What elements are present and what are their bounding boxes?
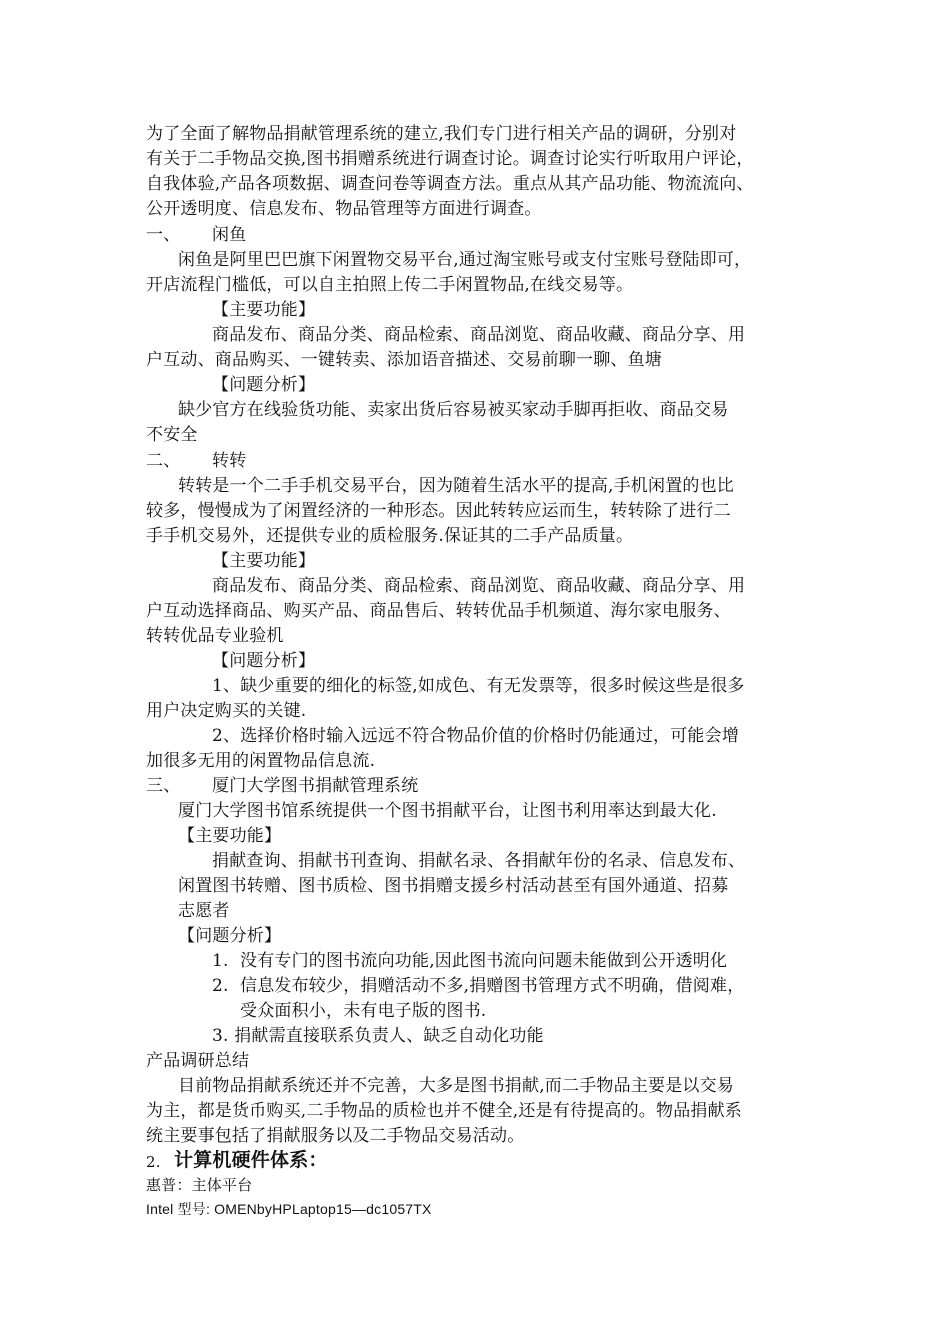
section-1-desc-1: 闲鱼是阿里巴巴旗下闲置物交易平台,通过淘宝账号或支付宝账号登陆即可， <box>178 250 752 270</box>
section-1-prob-1: 缺少官方在线验货功能、卖家出货后容易被买家动手脚再拒收、商品交易 <box>178 400 729 420</box>
section-3-prob-2-text: 信息发布较少，捐赠活动不多,捐赠图书管理方式不明确，借阅难， <box>240 976 745 996</box>
section-2-prob-heading: 【问题分析】 <box>212 651 316 671</box>
intro-line-2: 有关于二手物品交换,图书捐赠系统进行调查讨论。调查讨论实行听取用户评论， <box>146 149 754 169</box>
summary-line-1: 目前物品捐献系统还并不完善，大多是图书捐献,而二手物品主要是以交易 <box>178 1076 735 1096</box>
section-3-prob-1-number: 1. <box>212 951 229 971</box>
section-2-func-1: 商品发布、商品分类、商品检索、商品浏览、商品收藏、商品分享、用 <box>212 576 746 596</box>
section-3-number: 三、 <box>146 776 181 796</box>
section-3-prob-1-text: 没有专门的图书流向功能,因此图书流向问题未能做到公开透明化 <box>240 951 728 971</box>
section-3-prob-2-number: 2. <box>212 976 229 996</box>
section-3-func-1: 捐献查询、捐献书刊查询、捐献名录、各捐献年份的名录、信息发布、 <box>212 851 746 871</box>
section-1-title: 闲鱼 <box>212 225 247 245</box>
section-2-func-heading: 【主要功能】 <box>212 551 316 571</box>
section-1-prob-2: 不安全 <box>146 425 198 445</box>
section-3-func-3: 志愿者 <box>178 901 230 921</box>
hardware-heading: 计算机硬件体系： <box>174 1149 328 1171</box>
intro-line-4: 公开透明度、信息发布、物品管理等方面进行调查。 <box>146 199 542 219</box>
section-2-desc-3: 手手机交易外，还提供专业的质检服务.保证其的二手产品质量。 <box>146 526 634 546</box>
section-1-desc-2: 开店流程门槛低，可以自主拍照上传二手闲置物品,在线交易等。 <box>146 275 634 295</box>
section-1-func-2: 户互动、商品购买、一键转卖、添加语音描述、交易前聊一聊、鱼塘 <box>146 350 662 370</box>
section-3-title: 厦门大学图书捐献管理系统 <box>212 776 419 796</box>
hardware-line-1: 惠普：主体平台 <box>146 1176 253 1194</box>
section-2-number: 二、 <box>146 451 181 471</box>
summary-line-3: 统主要事包括了捐献服务以及二手物品交易活动。 <box>146 1126 525 1146</box>
section-1-func-1: 商品发布、商品分类、商品检索、商品浏览、商品收藏、商品分享、用 <box>212 325 746 345</box>
section-1-func-heading: 【主要功能】 <box>212 300 316 320</box>
hardware-line-2: Intel 型号: OMENbyHPLaptop15—dc1057TX <box>146 1201 432 1217</box>
section-2-func-2: 户互动选择商品、购买产品、商品售后、转转优品手机频道、海尔家电服务、 <box>146 601 731 621</box>
hardware-number: 2. <box>146 1153 161 1171</box>
summary-line-2: 为主，都是货币购买,二手物品的质检也并不健全,还是有待提高的。物品捐献系 <box>146 1101 743 1121</box>
section-2-prob-4: 加很多无用的闲置物品信息流. <box>146 751 376 771</box>
section-1-prob-heading: 【问题分析】 <box>212 375 316 395</box>
section-2-desc-1: 转转是一个二手手机交易平台，因为随着生活水平的提高,手机闲置的也比 <box>178 476 735 496</box>
section-2-func-3: 转转优品专业验机 <box>146 626 284 646</box>
intro-line-3: 自我体验,产品各项数据、调查问卷等调查方法。重点从其产品功能、物流流向、 <box>146 174 754 194</box>
section-2-prob-2: 用户决定购买的关键. <box>146 701 307 721</box>
section-3-desc: 厦门大学图书馆系统提供一个图书捐献平台，让图书利用率达到最大化. <box>178 801 717 821</box>
section-3-prob-heading: 【问题分析】 <box>178 926 282 946</box>
section-3-prob-3: 3. 捐献需直接联系负责人、缺乏自动化功能 <box>212 1026 544 1046</box>
intro-line-1: 为了全面了解物品捐献管理系统的建立,我们专门进行相关产品的调研，分别对 <box>146 124 737 144</box>
section-2-prob-3: 2、选择价格时输入远远不符合物品价值的价格时仍能通过，可能会增 <box>212 726 740 746</box>
section-3-func-heading: 【主要功能】 <box>178 826 282 846</box>
section-2-prob-1: 1、缺少重要的细化的标签,如成色、有无发票等，很多时候这些是很多 <box>212 676 745 696</box>
section-3-prob-2-text-cont: 受众面积小，未有电子版的图书. <box>240 1001 487 1021</box>
section-2-desc-2: 较多，慢慢成为了闲置经济的一种形态。因此转转应运而生，转转除了进行二 <box>146 501 731 521</box>
section-1-number: 一、 <box>146 225 181 245</box>
section-2-title: 转转 <box>212 451 247 471</box>
section-3-func-2: 闲置图书转赠、图书质检、图书捐赠支援乡村活动甚至有国外通道、招募 <box>178 876 729 896</box>
summary-title: 产品调研总结 <box>146 1051 250 1071</box>
